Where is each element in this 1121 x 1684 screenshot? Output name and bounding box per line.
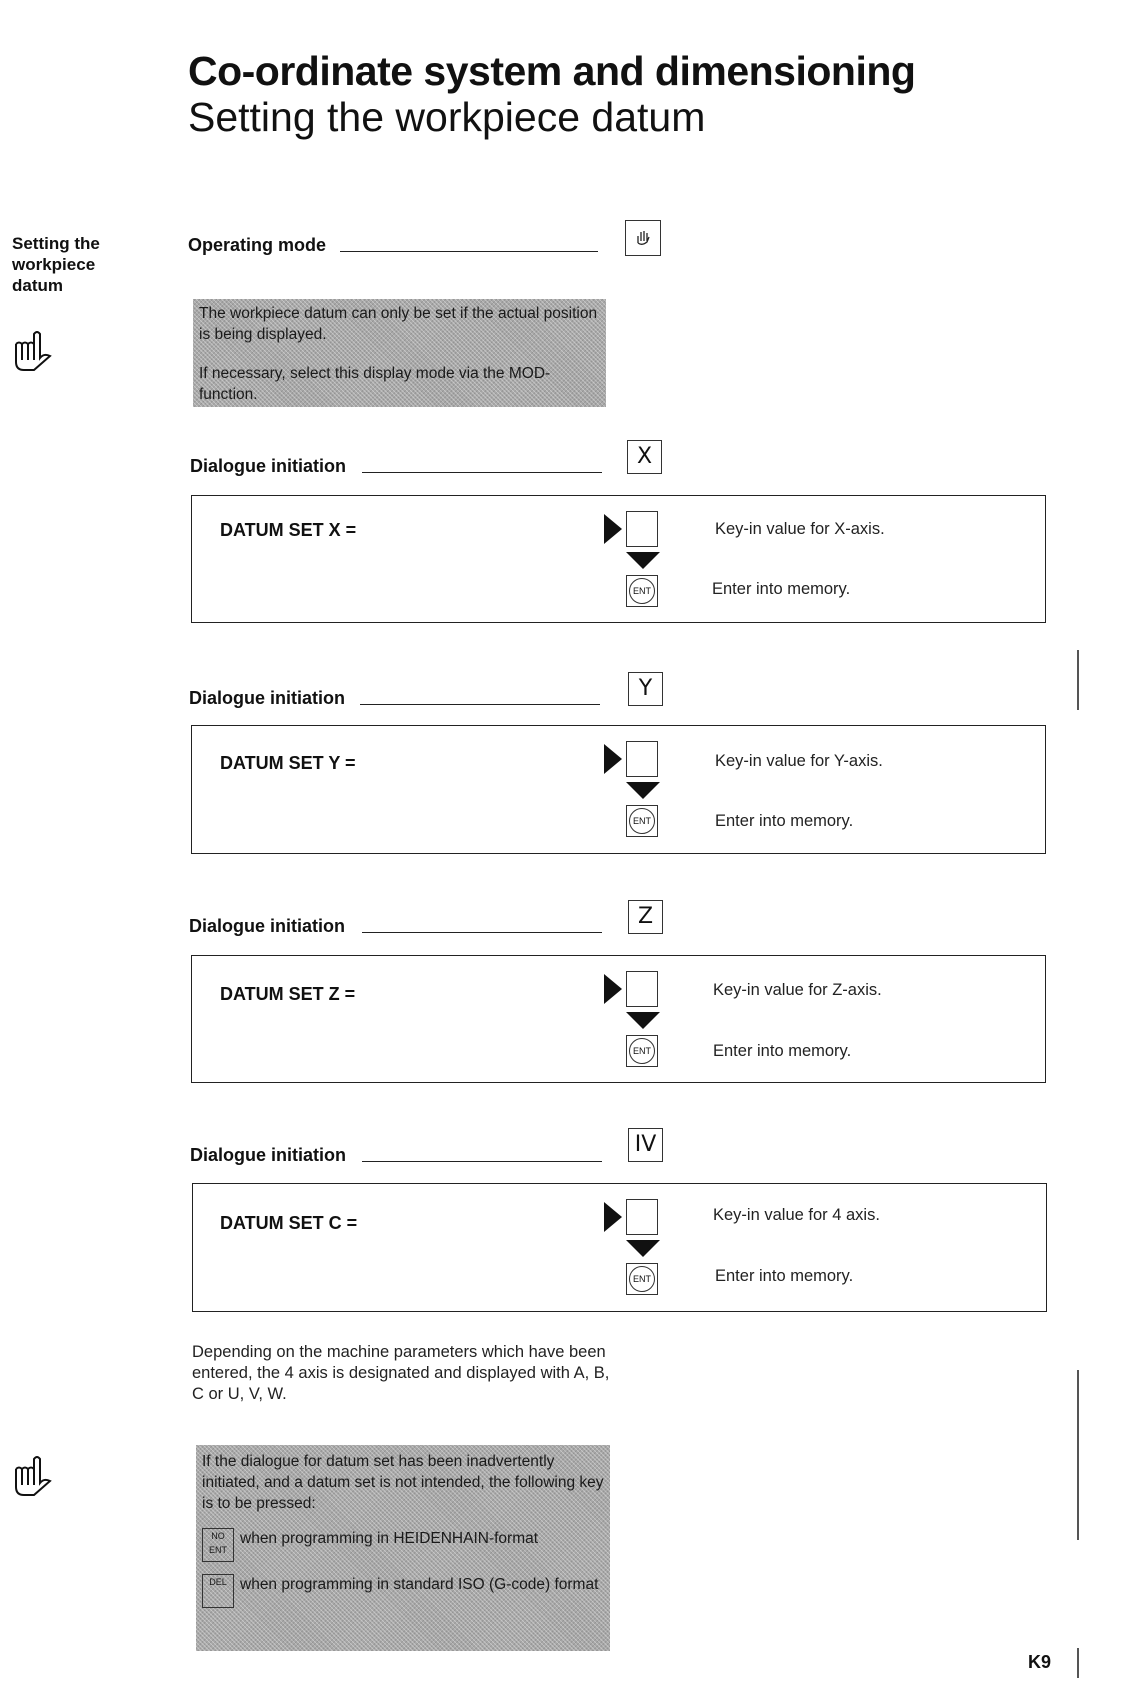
- page-subtitle: Setting the workpiece datum: [188, 94, 706, 140]
- dialog-box-z: [191, 955, 1046, 1083]
- page-title: Co-ordinate system and dimensioning: [188, 48, 916, 94]
- note-text: The workpiece datum can only be set if the actual position is being displayed.: [199, 305, 598, 343]
- note-text: If the dialogue for datum set has been inadvertently initiated, and a datum set is not intended, the following key is to be pressed:: [202, 1453, 604, 1512]
- play-arrow-icon: [604, 1202, 622, 1232]
- x-axis-key[interactable]: X: [627, 440, 662, 474]
- down-arrow-icon: [626, 552, 660, 569]
- down-arrow-icon: [626, 1240, 660, 1257]
- dialog-box-x: [191, 495, 1046, 623]
- keyin-description: Key-in value for X-axis.: [715, 520, 885, 538]
- dialogue-initiation-label: Dialogue initiation: [190, 1145, 346, 1165]
- dialog-box-y: [191, 725, 1046, 854]
- option-row: [202, 1528, 604, 1562]
- down-arrow-icon: [626, 782, 660, 799]
- note-box: [193, 299, 606, 407]
- leader-line: [362, 472, 602, 473]
- manual-mode-key[interactable]: [625, 220, 661, 256]
- operating-mode-label: Operating mode: [188, 235, 327, 255]
- sidebar-section-label: Setting the workpiece datum: [12, 234, 100, 295]
- page-number: K9: [1027, 1652, 1051, 1672]
- dialog-prompt: DATUM SET C =: [220, 1213, 358, 1233]
- manual-mode-hand-icon: [633, 227, 653, 247]
- leader-line: [362, 1161, 602, 1162]
- no-ent-key[interactable]: NO ENT: [202, 1528, 234, 1562]
- option-text: when programming in standard ISO (G-code) format: [240, 1576, 599, 1593]
- dialog-prompt: DATUM SET Y =: [220, 753, 356, 773]
- option-row: [202, 1574, 604, 1608]
- value-input[interactable]: [626, 1199, 658, 1235]
- ent-key[interactable]: ENT: [626, 1035, 658, 1067]
- leader-line: [340, 251, 598, 252]
- note-box: [196, 1445, 610, 1651]
- value-input[interactable]: [626, 741, 658, 777]
- enter-description: Enter into memory.: [715, 1267, 854, 1285]
- footnote-paragraph: Depending on the machine parameters which have been entered, the 4 axis is designated and displayed with A, B, C or U, V, W.: [192, 1343, 610, 1403]
- dialog-prompt: DATUM SET Z =: [220, 984, 356, 1004]
- play-arrow-icon: [604, 514, 622, 544]
- ent-key[interactable]: ENT: [626, 1263, 658, 1295]
- dialog-box-c: [192, 1183, 1047, 1312]
- note-text: If necessary, select this display mode via the MOD-function.: [199, 365, 551, 403]
- margin-mark: [1077, 1370, 1079, 1540]
- keyin-description: Key-in value for 4 axis.: [713, 1206, 880, 1224]
- y-axis-key[interactable]: Y: [628, 672, 663, 706]
- dialogue-initiation-label: Dialogue initiation: [189, 688, 345, 708]
- dialogue-initiation-label: Dialogue initiation: [189, 916, 345, 936]
- enter-description: Enter into memory.: [715, 812, 854, 830]
- leader-line: [362, 932, 602, 933]
- value-input[interactable]: [626, 511, 658, 547]
- ent-key[interactable]: ENT: [626, 575, 658, 607]
- option-text: when programming in HEIDENHAIN-format: [240, 1530, 539, 1547]
- enter-description: Enter into memory.: [712, 580, 851, 598]
- value-input[interactable]: [626, 971, 658, 1007]
- margin-mark: [1077, 1648, 1079, 1678]
- enter-description: Enter into memory.: [713, 1042, 852, 1060]
- pointing-hand-icon: [12, 1447, 56, 1499]
- dialogue-initiation-label: Dialogue initiation: [190, 456, 346, 476]
- leader-line: [360, 704, 600, 705]
- play-arrow-icon: [604, 744, 622, 774]
- ent-key[interactable]: ENT: [626, 805, 658, 837]
- margin-mark: [1077, 650, 1079, 710]
- down-arrow-icon: [626, 1012, 660, 1029]
- fourth-axis-key[interactable]: IV: [628, 1128, 663, 1162]
- dialog-prompt: DATUM SET X =: [220, 520, 357, 540]
- pointing-hand-icon: [12, 322, 56, 374]
- keyin-description: Key-in value for Y-axis.: [715, 752, 883, 770]
- play-arrow-icon: [604, 974, 622, 1004]
- keyin-description: Key-in value for Z-axis.: [713, 981, 882, 999]
- del-key[interactable]: DEL: [202, 1574, 234, 1608]
- z-axis-key[interactable]: Z: [628, 900, 663, 934]
